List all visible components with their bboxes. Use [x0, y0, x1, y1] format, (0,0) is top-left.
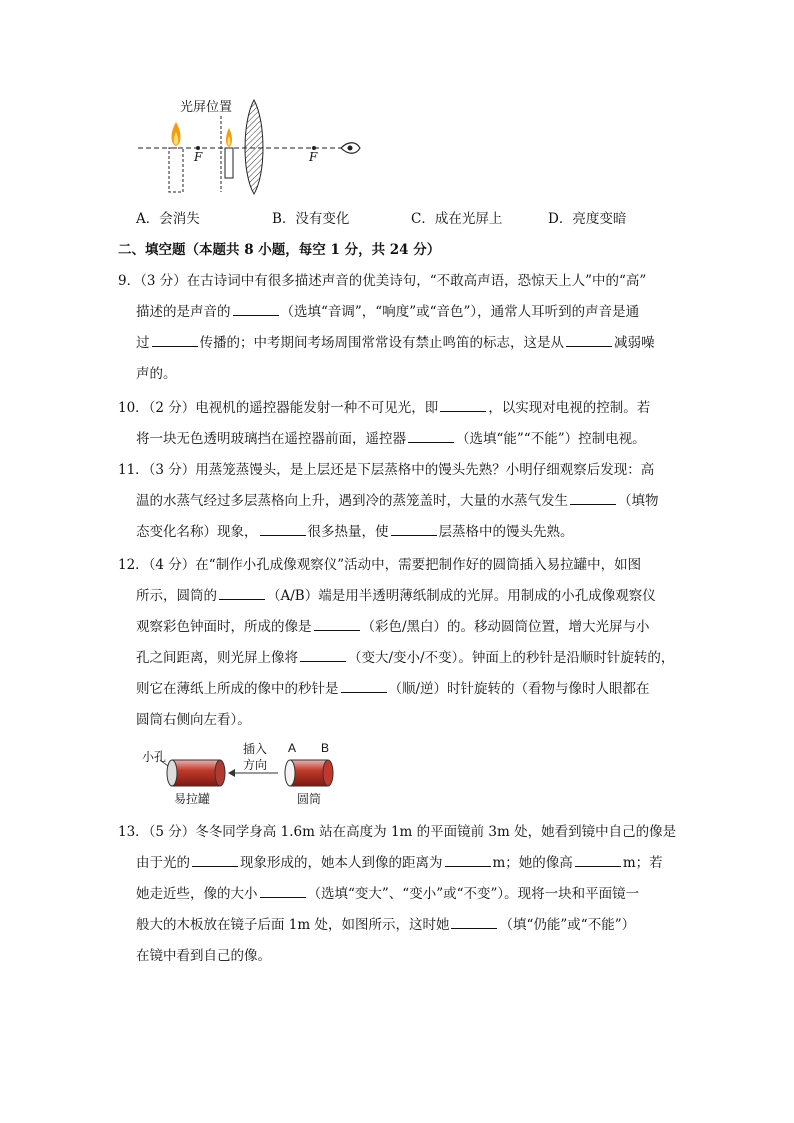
tube-label: 圆筒 [297, 792, 322, 806]
q12-line-5: 则它在薄纸上所成的像中的秒针是 （顺/逆）时针旋转的（看物与像时人眼都在 [136, 681, 650, 697]
q8-option-a[interactable]: A．会消失 [136, 211, 200, 227]
end-b-label: B [321, 741, 330, 755]
q13-line-2: 由于光的 现象形成的，她本人到像的距离为 m；她的像高 m；若 [136, 855, 663, 871]
q12-blank-4[interactable] [341, 679, 387, 693]
q10-blank-1[interactable] [440, 398, 486, 412]
pinhole-diagram [140, 738, 350, 810]
q9-blank-2[interactable] [152, 333, 198, 347]
q9-blank-3[interactable] [566, 333, 612, 347]
q8-option-b[interactable]: B．没有变化 [272, 211, 350, 227]
q11-line-1: 11．（3 分）用蒸笼蒸馒头，是上层还是下层蒸格中的馒头先熟？小明仔细观察后发现：高 [118, 462, 655, 478]
screen-position-label: 光屏位置 [180, 99, 233, 114]
q12-line-2: 所示，圆筒的 （A/B）端是用半透明薄纸制成的光屏。用制成的小孔成像观察仪 [136, 588, 656, 604]
image-candle-outline [169, 148, 183, 192]
q11-line-2: 温的水蒸气经过多层蒸格向上升，遇到冷的蒸笼盖时，大量的水蒸气发生 （填物 [136, 493, 659, 509]
insert-label-1: 插入 [243, 742, 268, 756]
q11-line-3: 态变化名称）现象， 很多热量，使 层蒸格中的馒头先熟。 [136, 524, 574, 540]
can-end-open [215, 760, 225, 786]
q8-option-c[interactable]: C．成在光屏上 [411, 211, 503, 227]
q13-blank-1[interactable] [192, 853, 238, 867]
can-label: 易拉罐 [174, 792, 211, 806]
q9-line-1: 9．（3 分）在古诗词中有很多描述声音的优美诗句，“不敢高声语，恐惊天上人”中的“高” [118, 273, 647, 289]
q10-line-1: 10．（2 分）电视机的遥控器能发射一种不可见光，即 ，以实现对电视的控制。若 [118, 400, 651, 416]
q8-option-d[interactable]: D．亮度变暗 [548, 211, 627, 227]
insert-label-2: 方向 [243, 758, 268, 772]
q11-blank-1[interactable] [570, 491, 616, 505]
lens-diagram [136, 92, 366, 202]
q12-line-6: 圆筒右侧向左看）。 [136, 712, 251, 728]
can-body [172, 760, 220, 786]
q9-blank-1[interactable] [233, 302, 279, 316]
q10-blank-2[interactable] [408, 429, 454, 443]
q11-blank-3[interactable] [391, 522, 437, 536]
q13-blank-2[interactable] [445, 853, 491, 867]
q12-line-3: 观察彩色钟面时，所成的像是 （彩色/黑白）的。移动圆筒位置，增大光屏与小 [136, 619, 650, 635]
pinhole-label: 小孔 [142, 750, 167, 764]
tube-body [290, 760, 328, 786]
section-title: 二、填空题（本题共 8 小题，每空 1 分，共 24 分） [118, 242, 441, 258]
q12-blank-3[interactable] [300, 648, 346, 662]
q13-line-5: 在镜中看到自己的像。 [136, 948, 271, 964]
end-a-label: A [288, 741, 297, 755]
tube-end-b [323, 760, 333, 786]
arrow-head-icon [228, 769, 235, 777]
convex-lens [245, 100, 263, 194]
q13-line-4: 般大的木板放在镜子后面 1m 处，如图所示，这时她 （填“仍能”或“不能”） [136, 917, 636, 933]
q13-line-3: 她走近些，像的大小 （选填“变大”、“变小”或“不变”）。现将一块和平面镜一 [136, 886, 640, 902]
focal-label-left: F [194, 150, 203, 164]
q9-line-2: 描述的是声音的 （选填“音调”，“响度”或“音色”），通常人耳听到的声音是通 [136, 304, 640, 320]
q12-line-4: 孔之间距离，则光屏上像将 （变大/变小/不变）。钟面上的秒针是沿顺时针旋转的， [136, 650, 675, 666]
tube-end-a [285, 760, 295, 786]
q11-blank-2[interactable] [260, 522, 306, 536]
q13-blank-3[interactable] [575, 853, 621, 867]
focal-label-right: F [309, 150, 318, 164]
candle-body [225, 148, 233, 178]
q13-line-1: 13．（5 分）冬冬同学身高 1.6m 站在高度为 1m 的平面镜前 3m 处，她看到镜中自己的像是 [118, 824, 677, 840]
q12-blank-1[interactable] [219, 586, 265, 600]
q9-line-4: 声的。 [136, 366, 177, 382]
can-end-pinhole [167, 760, 177, 786]
lens-diagram-svg [136, 92, 366, 202]
eye-icon [341, 143, 360, 154]
q12-line-1: 12．（4 分）在“制作小孔成像观察仪”活动中，需要把制作好的圆筒插入易拉罐中，如图 [118, 557, 642, 573]
q9-line-3: 过 传播的；中考期间考场周围常常设有禁止鸣笛的标志，这是从 减弱噪 [136, 335, 655, 351]
q10-line-2: 将一块无色透明玻璃挡在遥控器前面，遥控器 （选填“能”“不能”）控制电视。 [136, 431, 646, 447]
q13-blank-4[interactable] [260, 884, 306, 898]
q13-blank-5[interactable] [451, 915, 497, 929]
q12-blank-2[interactable] [314, 617, 360, 631]
